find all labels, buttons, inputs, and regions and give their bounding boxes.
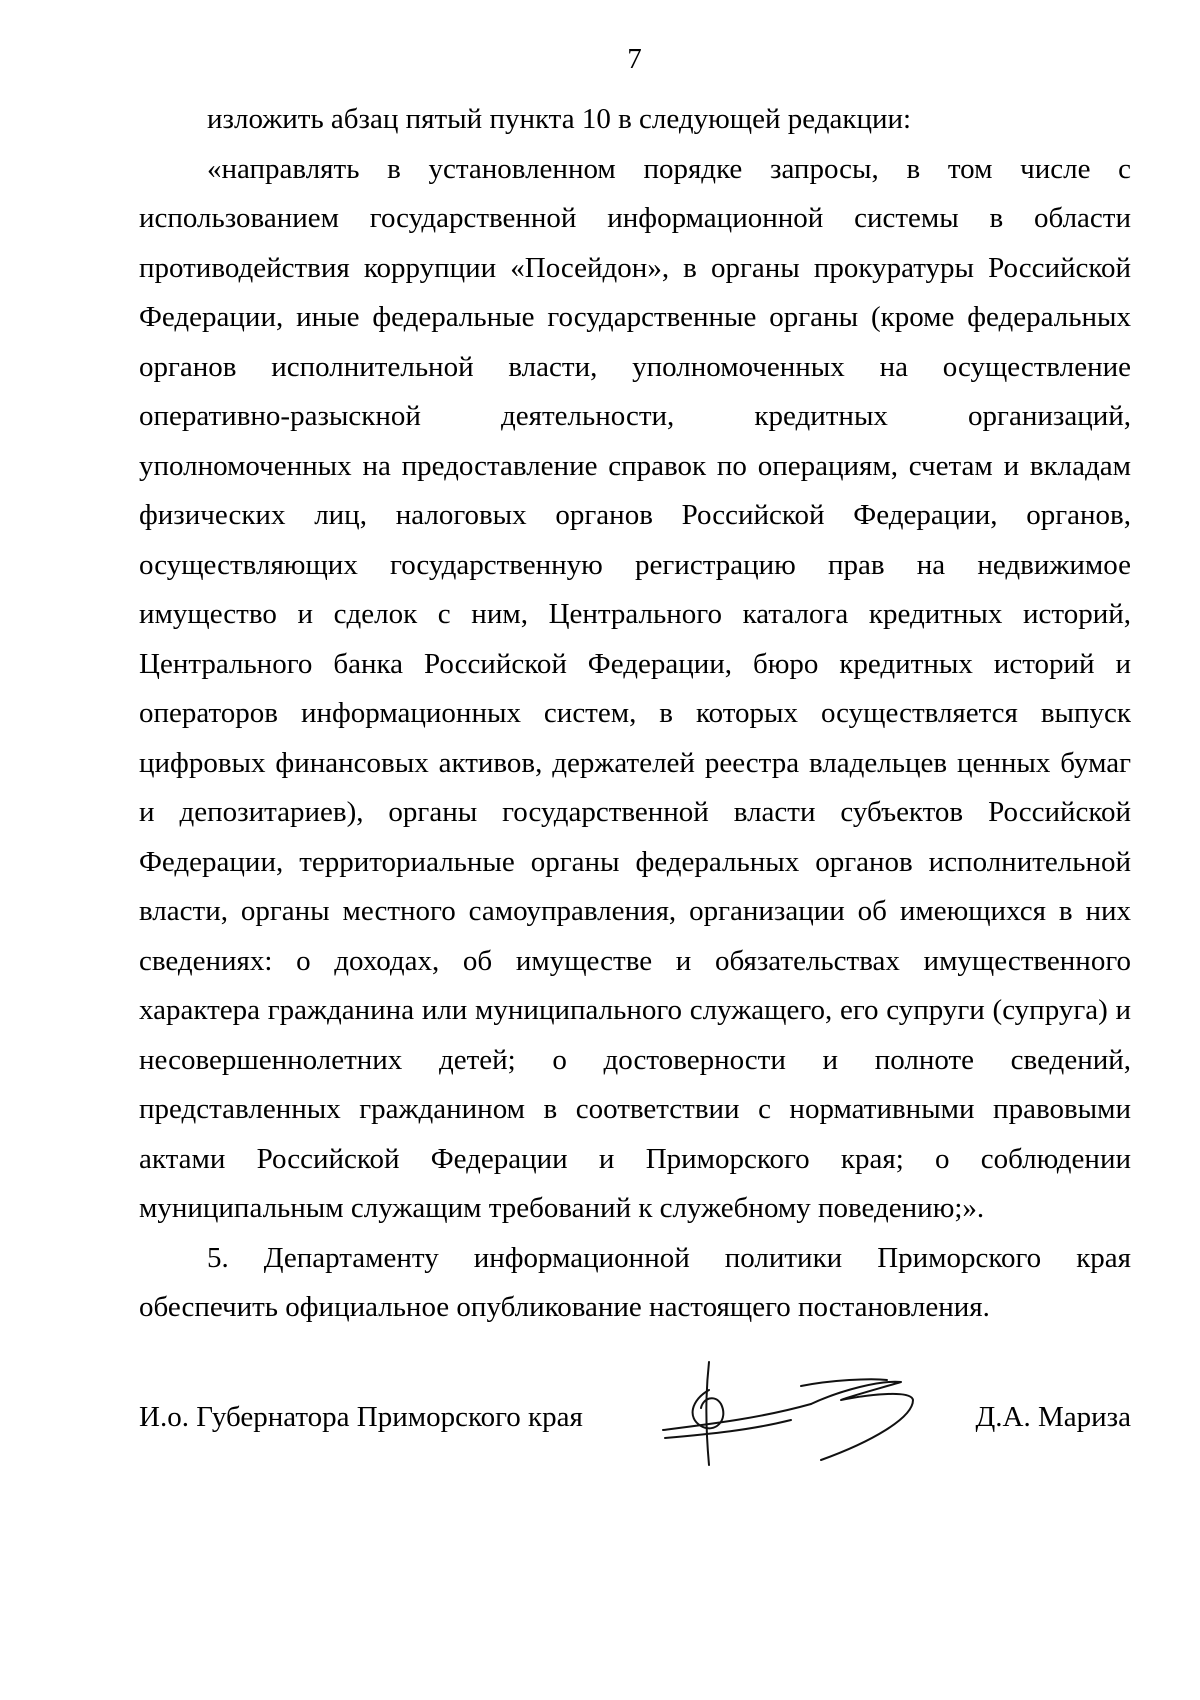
signer-name: Д.А. Мариза <box>975 1401 1131 1433</box>
paragraph-intro: изложить абзац пятый пункта 10 в следующей редакции: <box>207 103 912 135</box>
document-body <box>139 95 1131 1333</box>
paragraph-quoted-amendment: «направлять в установленном порядке запросы, в том числе с использованием государственной информационной системы в области противодействия коррупции «Посейдон», в органы прокуратуры Российской Федерации, иные федеральные государственные органы (кроме федеральных органов исполнительной власти, уполномоченных на осуществление оперативно-разыскной деятельности, кредитных организаций, уполномоченных на предоставление справок по операциям, счетам и вкладам физических лиц, налоговых органов Российской Федерации, органов, осуществляющих государственную регистрацию прав на недвижимое имущество и сделок с ним, Центрального каталога кредитных историй, Центрального банка Российской Федерации, бюро кредитных историй и операторов информационных систем, в которых осуществляется выпуск цифровых финансовых активов, держателей реестра владельцев ценных бумаг и депозитариев), органы государственной власти субъектов Российской Федерации, территориальные органы федеральных органов исполнительной власти, органы местного самоуправления, организации об имеющихся в них сведениях: о доходах, об имуществе и обязательствах имущественного характера гражданина или муниципального служащего, его супруги (супруга) и несовершеннолетних детей; о достоверности и полноте сведений, представленных гражданином в соответствии с нормативными правовыми актами Российской Федерации и Приморского края; о соблюдении муниципальным служащим требований к служебному поведению;». <box>139 152 1131 1224</box>
handwritten-signature <box>651 1360 951 1480</box>
signature-block <box>139 1380 1131 1510</box>
paragraph-item-5: 5. Департаменту информационной политики Приморского края обеспечить официальное опубликование настоящего постановления. <box>139 1241 1131 1323</box>
page-number: 7 <box>627 43 642 75</box>
signer-title: И.о. Губернатора Приморского края <box>139 1401 583 1433</box>
